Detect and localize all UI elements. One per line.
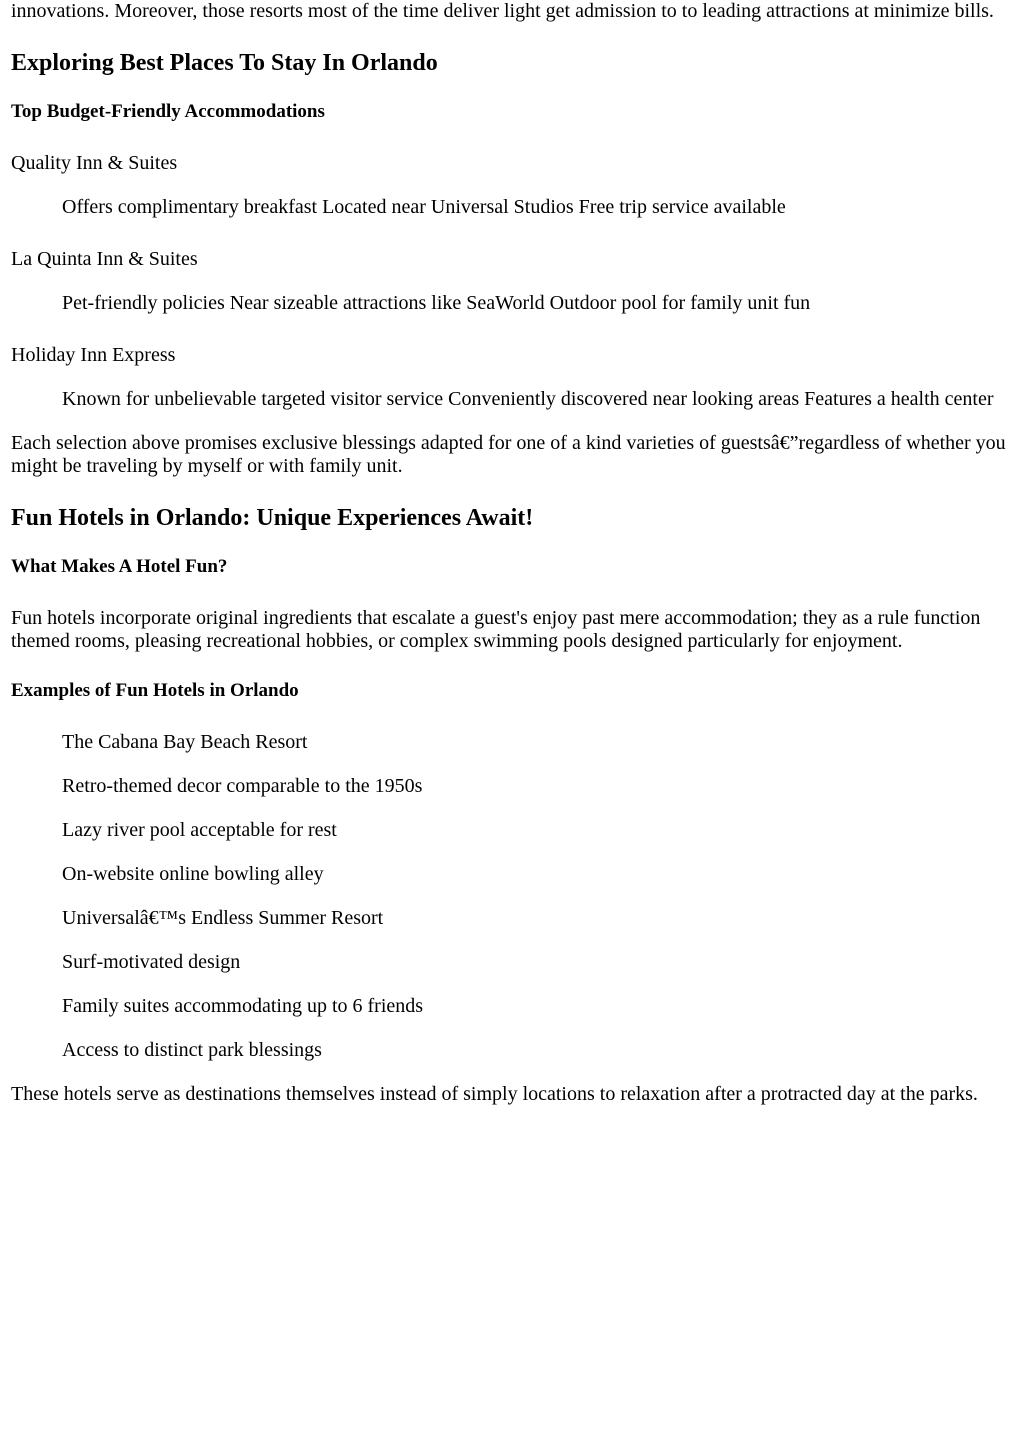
list-item: Surf-motivated design	[62, 951, 241, 973]
section-closing-paragraph: Each selection above promises exclusive blessings adapted for one of a kind varieties of guestsâ€”regardless of whether you might be traveling by myself or with family unit.	[11, 432, 1006, 477]
fun-hotels-paragraph: Fun hotels incorporate original ingredients that escalate a guest's enjoy past mere accommodation; they as a rule function themed rooms, pleasing recreational hobbies, or complex swimming pools designed particularly for enjoyment.	[11, 607, 981, 652]
list-item: Access to distinct park blessings	[62, 1039, 322, 1061]
subheading-budget-accommodations: Top Budget-Friendly Accommodations	[11, 101, 325, 122]
list-item: Family suites accommodating up to 6 friends	[62, 995, 424, 1017]
hotel-description: Known for unbelievable targeted visitor service Conveniently discovered near looking areas Features a health center	[62, 388, 994, 410]
list-item: The Cabana Bay Beach Resort	[62, 731, 308, 753]
list-item: Retro-themed decor comparable to the 1950s	[62, 775, 423, 797]
list-item: On-website online bowling alley	[62, 863, 324, 885]
subheading-examples: Examples of Fun Hotels in Orlando	[11, 680, 299, 701]
list-item: Universalâ€™s Endless Summer Resort	[62, 907, 384, 929]
section-heading-fun-hotels: Fun Hotels in Orlando: Unique Experiences Await!	[11, 505, 534, 531]
hotel-name: Quality Inn & Suites	[11, 152, 178, 174]
hotel-name: La Quinta Inn & Suites	[11, 248, 198, 270]
intro-paragraph: innovations. Moreover, those resorts most of the time deliver light get admission to to leading attractions at minimize bills.	[11, 0, 994, 22]
list-item: Lazy river pool acceptable for rest	[62, 819, 337, 841]
hotel-name: Holiday Inn Express	[11, 344, 176, 366]
subheading-what-makes-fun: What Makes A Hotel Fun?	[11, 556, 228, 577]
hotel-description: Pet-friendly policies Near sizeable attractions like SeaWorld Outdoor pool for family unit fun	[62, 292, 811, 314]
hotel-description: Offers complimentary breakfast Located near Universal Studios Free trip service available	[62, 196, 786, 218]
section-heading-best-places: Exploring Best Places To Stay In Orlando	[11, 50, 438, 76]
closing-paragraph: These hotels serve as destinations themselves instead of simply locations to relaxation after a protracted day at the parks.	[11, 1083, 978, 1105]
